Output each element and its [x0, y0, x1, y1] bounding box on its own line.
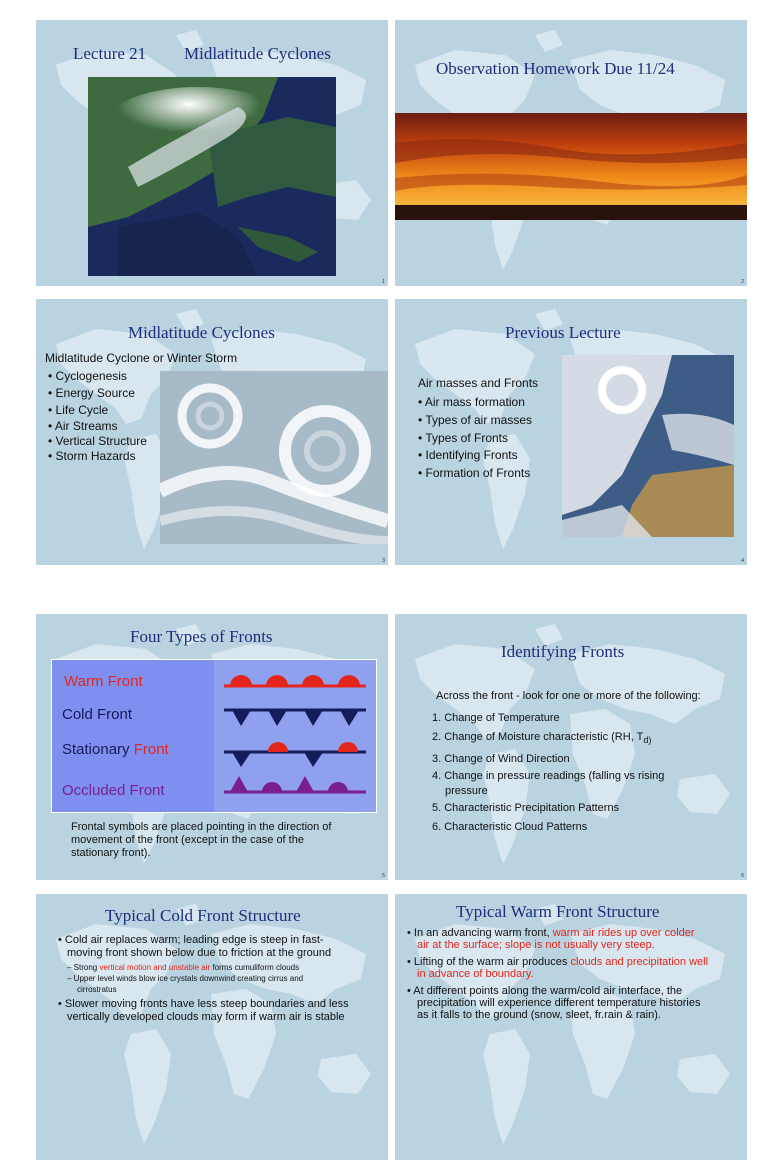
slide-2-title: Observation Homework Due 11/24: [436, 59, 675, 78]
caption-line: movement of the front (except in the case of the: [71, 834, 304, 846]
page-number: 3: [382, 558, 385, 564]
bullet-line: moving front shown below due to friction at the ground: [67, 947, 332, 959]
page-number: 2: [741, 279, 744, 285]
bullet-item: • Life Cycle: [48, 403, 109, 417]
slide-4: [395, 299, 747, 565]
slide-3-bullets: [48, 368, 147, 464]
fronts-legend-panel: [51, 659, 377, 813]
occluded-front-label: Occluded Front: [62, 782, 165, 799]
occluded-front-symbol: [224, 776, 366, 792]
sunset-image: [395, 113, 747, 220]
bullet-line: precipitation will experience different temperature histories: [417, 997, 701, 1009]
list-item: 3. Change of Wind Direction: [432, 753, 570, 766]
list-item: 4. Change in pressure readings (falling vs rising: [432, 770, 665, 783]
bullet-text: • In an advancing warm front,: [407, 927, 553, 939]
bullet-line: • Cold air replaces warm; leading edge is steep in fast-: [58, 934, 324, 946]
slide-1: [36, 20, 388, 286]
slide-6-intro: Across the front - look for one or more of the following:: [436, 690, 701, 702]
slide-1-title-lecture: Lecture 21: [73, 44, 147, 63]
slide-3-title: Midlatitude Cyclones: [128, 323, 275, 342]
bullet-line: • Slower moving fronts have less steep boundaries and less: [58, 998, 349, 1010]
slide-6-title: Identifying Fronts: [501, 642, 625, 661]
slide-8-body: [407, 927, 708, 1021]
slide-1-title: Midlatitude Cyclones: [184, 44, 331, 63]
slide-7-body: [58, 934, 349, 1024]
bullet-line: as it falls to the ground (snow, sleet, fr.rain & rain).: [417, 1009, 661, 1021]
bullet-line: vertically developed clouds may form if warm air is stable: [67, 1011, 345, 1023]
slide-4-subtitle: Air masses and Fronts: [418, 376, 539, 390]
list-item: [432, 728, 664, 750]
stationary-word: Stationary: [62, 741, 134, 758]
list-item-continuation: pressure: [445, 785, 488, 798]
slide-5: [36, 614, 388, 880]
page-number: 1: [382, 279, 385, 285]
warm-front-label: Warm Front: [64, 673, 143, 690]
slide-6: [395, 614, 747, 880]
bullet-line: [407, 927, 708, 939]
list-item-text: 2. Change of Moisture characteristic (RH, T: [432, 731, 644, 743]
sub-bullet: cirrostratus: [77, 985, 117, 994]
bullet-item: • Energy Source: [48, 386, 135, 400]
slide-2: [395, 20, 747, 286]
fronts-caption: [71, 821, 331, 860]
slide-8-title: Typical Warm Front Structure: [456, 902, 660, 921]
sub-bullet-text: – Strong: [67, 963, 100, 972]
front-symbols: [220, 660, 370, 812]
bullet-item: • Identifying Fronts: [418, 448, 518, 463]
slide-3-subtitle: Midlatitude Cyclone or Winter Storm: [45, 351, 238, 365]
bullet-line: in advance of boundary.: [417, 968, 534, 980]
bullet-item: • Formation of Fronts: [418, 466, 531, 481]
caption-line: Frontal symbols are placed pointing in the direction of: [71, 821, 332, 833]
stationary-front-label: [62, 741, 169, 758]
bullet-item: • Air mass formation: [418, 395, 525, 409]
slide-7: [36, 894, 388, 1160]
bullet-item: • Cyclogenesis: [48, 369, 127, 383]
bullet-item: • Types of air masses: [418, 412, 533, 427]
slide-8: [395, 894, 747, 1160]
slide-6-list: [432, 709, 664, 837]
list-item: 1. Change of Temperature: [432, 712, 560, 724]
cold-front-symbol: [224, 710, 366, 726]
bullet-highlight: warm air rides up over colder: [552, 927, 695, 939]
bullet-item: • Storm Hazards: [48, 449, 136, 463]
bullet-text: • Lifting of the warm air produces: [407, 956, 571, 968]
satellite-image-europe-cyclone: [562, 355, 734, 537]
page-number: 6: [741, 873, 744, 879]
slide-5-title: Four Types of Fronts: [130, 627, 273, 646]
satellite-image-north-america: [88, 77, 336, 276]
bullet-highlight: clouds and precipitation well: [570, 956, 709, 968]
bullet-item: • Types of Fronts: [418, 430, 509, 445]
list-item: 6. Characteristic Cloud Patterns: [432, 821, 588, 834]
bullet-line: air at the surface; slope is not usually very steep.: [417, 939, 655, 951]
slide-4-bullets: [418, 394, 532, 483]
list-item: 5. Characteristic Precipitation Patterns: [432, 802, 620, 815]
sub-bullet-highlight: vertical motion and unstable air: [99, 963, 211, 972]
front-word: Front: [133, 741, 169, 758]
sub-bullet: – Upper level winds blow ice crystals downwind creating cirrus and: [67, 974, 304, 983]
bullet-line: • At different points along the warm/cold air interface, the: [407, 985, 683, 997]
page-number: 4: [741, 558, 744, 564]
bullet-line: [407, 956, 708, 968]
subscript: d): [643, 735, 652, 746]
sub-bullet-text: forms cumuliform clouds: [210, 963, 300, 972]
warm-front-symbol: [224, 675, 366, 686]
bullet-item: • Air Streams: [48, 419, 118, 433]
slide-3: [36, 299, 388, 565]
cold-front-label: Cold Front: [62, 706, 133, 723]
sub-bullet: [58, 962, 349, 973]
slide-7-title: Typical Cold Front Structure: [105, 906, 301, 925]
caption-line: stationary front).: [71, 847, 151, 859]
stationary-front-symbol: [224, 742, 366, 767]
page-number: 5: [382, 873, 385, 879]
slide-4-title: Previous Lecture: [505, 323, 621, 342]
satellite-image-twin-cyclones: [160, 371, 388, 544]
bullet-item: • Vertical Structure: [48, 434, 147, 448]
